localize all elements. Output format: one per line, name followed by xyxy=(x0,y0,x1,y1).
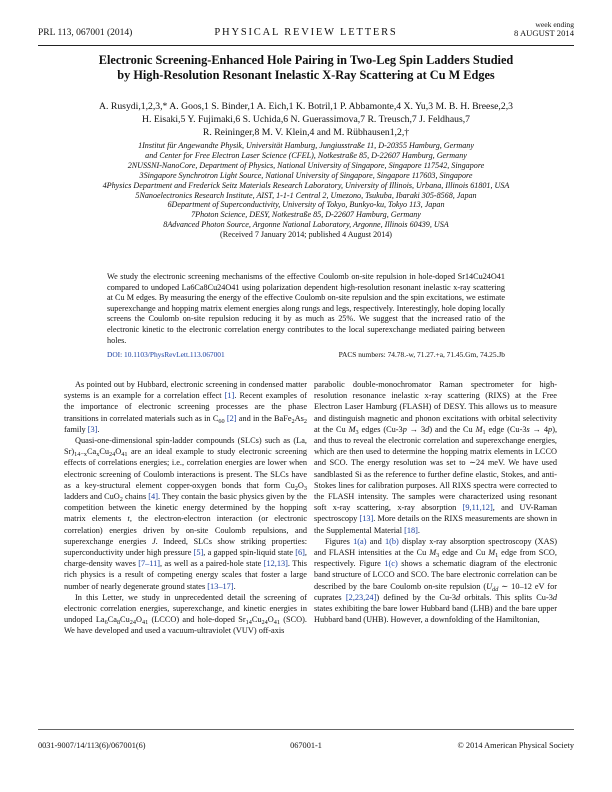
affiliation: and Center for Free Electron Laser Science (CFEL), Notkestraße 85, D-22607 Hamburg, Germany xyxy=(145,150,467,160)
body-column-right xyxy=(314,379,557,625)
affiliation: 2NUSSNI-NanoCore, Department of Physics, National University of Singapore, Singapore 117542, Singapore xyxy=(127,160,485,170)
pacs-numbers: PACS numbers: 74.78.-w, 71.27.+a, 71.45.Gm, 74.25.Jb xyxy=(338,350,505,359)
affiliations xyxy=(40,141,572,240)
affiliation: 3Singapore Synchrotron Light Source, National University of Singapore, Singapore 117603, Singapore xyxy=(139,170,473,180)
abstract xyxy=(107,272,505,346)
authors-line-2: H. Eisaki,5 Y. Fujimaki,6 S. Uchida,6 N. Guerassimova,7 R. Treusch,7 J. Feldhaus,7 xyxy=(141,114,471,125)
header-rule xyxy=(38,45,574,46)
affiliation: 1Institut für Angewandte Physik, Universität Hamburg, Jungiusstraße 11, D-20355 Hamburg, Germany xyxy=(138,141,474,150)
page-footer xyxy=(38,741,574,753)
issue-date-value: 8 AUGUST 2014 xyxy=(513,28,574,38)
body-paragraph: parabolic double-monochromator Raman spectrometer for high-resolution resonance inelastic x-ray scattering (RIXS) at the Free Electron Laser Hamburg (FLASH) of DESY. This allows us to measure and distinguish magnetic and phonon excitations with orbital selectivity at the Cu $M_3$ edges (Cu-3p → 3d) and the Cu $M_1$ edge (Cu-3s → 4p), and thus to reveal the electronic correlation and superexchange energies, which are then used to determine the hopping matrix elements in LCCO and SCO. The energy resolution was set to ∼24 meV. We have used sandblasted Si as the reference to further define elastic, Stokes, and anti-Stokes lines for calibration purposes. All RIXS spectra were corrected to the FLASH intensity. The samples were characterized using resonant soft x-ray scattering, x-ray absorption [9,11,12], and UV-Raman spectroscopy [13]. More details on the RIXS measurements are shown in the Supplemental Material [18]. xyxy=(314,380,558,535)
authors-line-1: A. Rusydi,1,2,3,* A. Goos,1 S. Binder,1 A. Eich,1 K. Botril,1 P. Abbamonte,4 X. Yu,3 M. B. H. Breese,2,3 xyxy=(99,101,513,112)
affiliation: 8Advanced Photon Source, Argonne National Laboratory, Argonne, Illinois 60439, USA xyxy=(163,220,449,230)
authors-line-3: R. Reininger,8 M. V. Klein,4 and M. Rübhausen1,2,† xyxy=(202,127,410,138)
running-header xyxy=(38,20,574,44)
journal-citation: PRL 113, 067001 (2014) xyxy=(38,28,133,38)
affiliation: 5Nanoelectronics Research Institute, AIST, 1-1-1 Central 2, Umezono, Tsukuba, Ibaraki 305-8568, Japan xyxy=(135,190,477,200)
copyright: © 2014 American Physical Society xyxy=(457,741,574,750)
body-paragraph: Quasi-one-dimensional spin-ladder compounds (SLCs) such as (La, $Sr)_{14-x}Ca_xCu_{24}O_{41}$ are an ideal example to study electronic screening effects of correlations energies; i.e., correlation energies are lower when electronic screening of Coulomb interactions is present. The SLCs have as a key-structural element copper-oxygen bonds that form $Cu_2O_3$ ladders and CuO$_2$ chains [4]. They contain the basic physics given by the competition between the kinetic energy determined by the hopping matrix elements t, the electron-electron interaction (or electronic correlation) energies driven by on-site Coulomb repulsions, and superexchange energies J. Indeed, SLCs show striking properties: superconductivity under high pressure [5], a gapped spin-liquid state [6], charge-density waves [7–11], as well as a paired-hole state [12,13]. This rich physics is a result of competing energy scales that foster a large number of nearly degenerate ground states [13–17]. xyxy=(64,436,308,591)
body-paragraph: In this Letter, we study in unprecedented detail the screening of electronic correlation energies, superexchange, and kinetic energies in undoped $La_6Ca_8Cu_{24}O_{41}$ (LCCO) and hole-doped $Sr_{14}Cu_{24}O_{41}$ (SCO). We have developed and used a vacuum-ultraviolet (VUV) off-axis xyxy=(64,592,307,636)
title-line-2: by High-Resolution Resonant Inelastic X-Ray Scattering at Cu M Edges xyxy=(117,68,495,82)
body-column-left xyxy=(64,379,307,637)
affiliation: 4Physics Department and Frederick Seitz Materials Research Laboratory, University of Illinois, Urbana, Illinois 61801, USA xyxy=(102,180,510,190)
footer-code: 0031-9007/14/113(6)/067001(6) xyxy=(38,741,146,750)
journal-title: PHYSICAL REVIEW LETTERS xyxy=(214,27,398,38)
abstract-text: We study the electronic screening mechanisms of the effective Coulomb on-site repulsion in hole-doped Sr14Cu24O41 compared to undoped La6Ca8Cu24O41 using polarization dependent high-resolution resonant inelastic x-ray scattering at Cu M edges. By measuring the energy of the effective Coulomb on-site repulsion and the spin excitations, we estimate superexchange and hopping matrix element energies along rungs and legs, respectively. Interestingly, hole doping locally screens the Coulomb on-site repulsion reducing it by as much as 25%. We suggest that the increased ratio of the electronic kinetic to the electronic correlation energy contributes to the local superexchange mediated pairing between holes. xyxy=(107,272,505,345)
issue-date xyxy=(514,20,574,38)
received-dates: (Received 7 January 2014; published 4 August 2014) xyxy=(220,230,392,240)
doi-link[interactable]: DOI: 10.1103/PhysRevLett.113.067001 xyxy=(107,350,225,359)
affiliation: 6Department of Superconductivity, University of Tokyo, Bunkyo-ku, Tokyo 113, Japan xyxy=(167,200,445,210)
title-line-1: Electronic Screening-Enhanced Hole Pairing in Two-Leg Spin Ladders Studied xyxy=(98,53,514,67)
footer-rule xyxy=(38,729,574,730)
article-title xyxy=(60,53,552,83)
body-paragraph: Figures 1(a) and 1(b) display x-ray absorption spectroscopy (XAS) and FLASH intensities at the Cu $M_3$ edge and Cu $M_1$ edge from SCO, respectively. Figure 1(c) shows a schematic diagram of the electronic band structure of LCCO and SCO. The bare electronic correlation can be described by the bare Coulomb on-site repulsion ($U_{dd}$ ∼ 10–12 eV for cuprates [2,23,24]) defined by the Cu-3d orbitals. This splits Cu-3d states exhibiting the bare lower Hubbard band (LHB) and the bare upper Hubbard band (UHB). However, a downfolding of the Hamiltonian, xyxy=(314,536,558,625)
week-ending-label: week ending xyxy=(535,20,574,29)
affiliation: 7Photon Science, DESY, Notkestraße 85, D-22607 Hamburg, Germany xyxy=(191,210,421,220)
body-paragraph: As pointed out by Hubbard, electronic screening in condensed matter systems is an example for a correlation effect [1]. Recent examples of the importance of electronic screening processes are the phase transitions in correlated materials such as in $C_{60}$ [2] and in the $BaFe_2As_2$ family [3]. xyxy=(64,380,308,434)
page-number: 067001-1 xyxy=(290,741,322,750)
author-list xyxy=(50,100,562,139)
